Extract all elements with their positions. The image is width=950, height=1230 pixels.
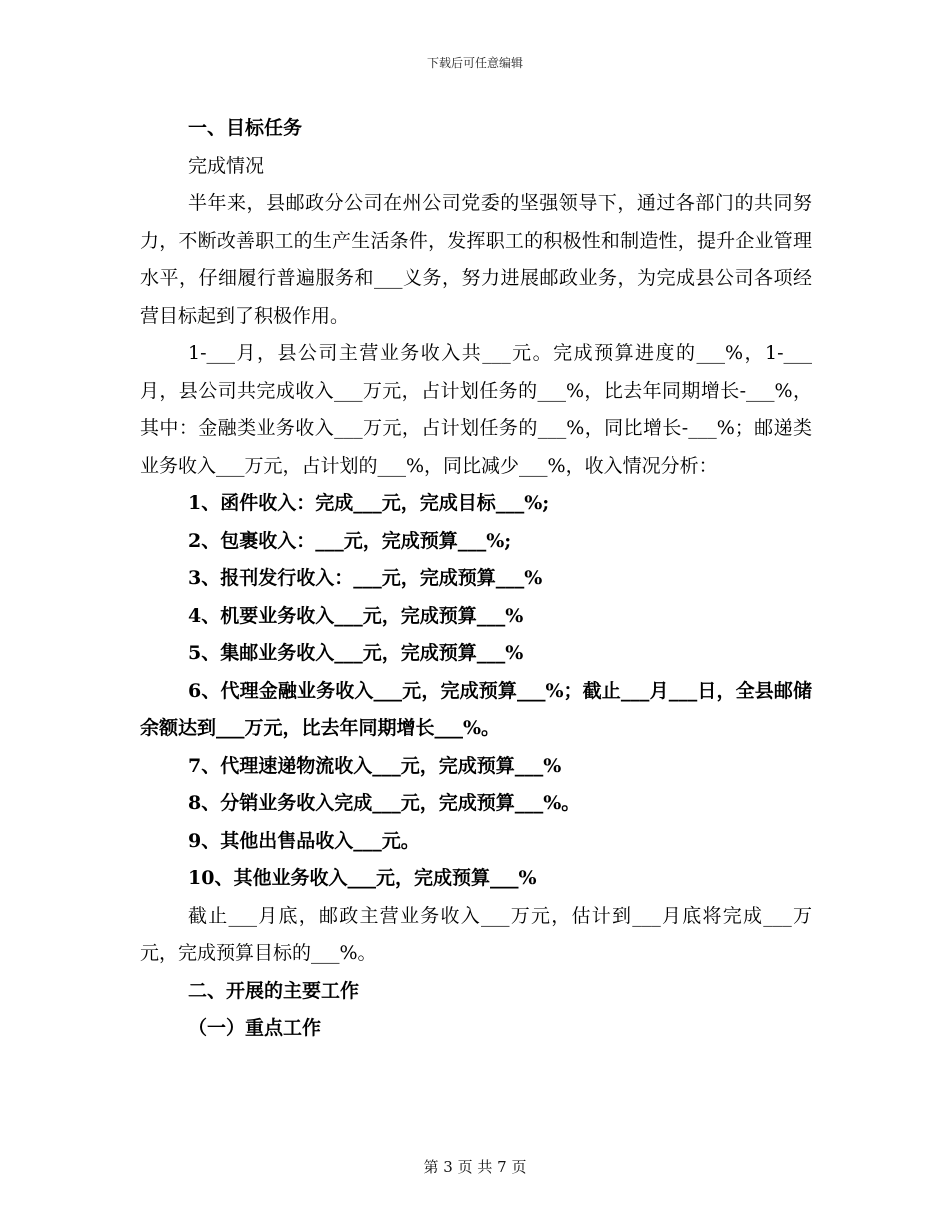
revenue-item-3: 3、报刊发行收入：___元，完成预算___% — [188, 567, 543, 589]
section-heading-1: 一、目标任务 — [188, 117, 303, 139]
page-header: 下载后可任意编辑 — [426, 56, 523, 70]
document-body — [140, 110, 812, 1048]
page-footer: 第 3 页 共 7 页 — [423, 1158, 527, 1176]
revenue-item-8: 8、分销业务收入完成___元，完成预算___%。 — [188, 792, 581, 814]
paragraph-forecast: 截止___月底，邮政主营业务收入___万元，估计到___月底将完成___万元，完成预算目标的___%。 — [140, 904, 812, 964]
paragraph-summary: 半年来，县邮政分公司在州公司党委的坚强领导下，通过各部门的共同努力，不断改善职工的生产生活条件，发挥职工的积极性和制造性，提升企业管理水平，仔细履行普遍服务和___义务，努力进展邮政业务，为完成县公司各项经营目标起到了积极作用。 — [140, 192, 812, 327]
subheading-completion: 完成情况 — [188, 154, 265, 177]
revenue-item-6: 6、代理金融业务收入___元，完成预算___%；截止___月___日，全县邮储余额达到___万元，比去年同期增长___%。 — [140, 679, 812, 739]
revenue-item-1: 1、函件收入：完成___元，完成目标___%; — [188, 492, 550, 514]
paragraph-revenue: 1-___月，县公司主营业务收入共___元。完成预算进度的___%，1-___月，县公司共完成收入___万元，占计划任务的___%，比去年同期增长-___%，其中：金融类业务收入___万元，占计划任务的___%，同比增长-___%；邮递类业务收入___万元，占计划的___%，同比减少___%，收入情况分析： — [140, 342, 812, 477]
revenue-item-2: 2、包裹收入：___元，完成预算___%; — [188, 529, 512, 552]
revenue-item-9: 9、其他出售品收入___元。 — [188, 829, 420, 852]
revenue-item-10: 10、其他业务收入___元，完成预算___% — [188, 867, 537, 889]
revenue-item-4: 4、机要业务收入___元，完成预算___% — [188, 604, 524, 627]
revenue-item-5: 5、集邮业务收入___元，完成预算___% — [188, 642, 524, 664]
section-heading-2: 二、开展的主要工作 — [188, 979, 360, 1002]
revenue-item-7: 7、代理速递物流收入___元，完成预算___% — [188, 754, 562, 777]
subheading-key-work: （一）重点工作 — [188, 1017, 322, 1039]
